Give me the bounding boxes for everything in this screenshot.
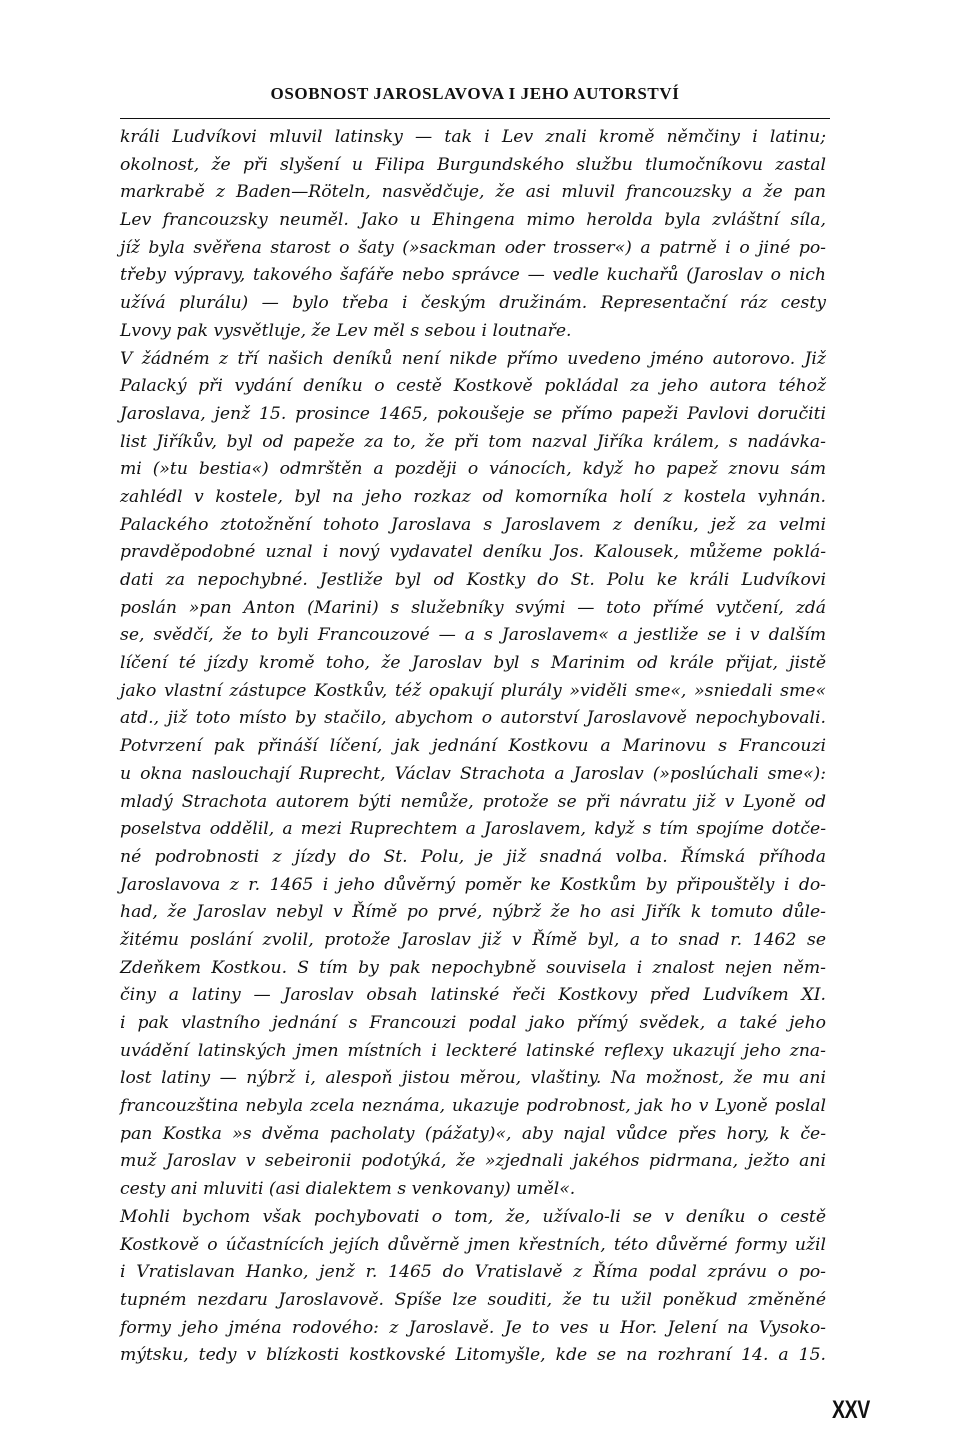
running-head-title: OSOBNOST JAROSLAVOVA I JEHO AUTORSTVÍ bbox=[270, 84, 680, 103]
text-line: jíž byla svěřena starost o šaty (»sackman oder trosser«) a patrně i o jiné po- bbox=[120, 237, 826, 258]
text-line: Mohli bychom však pochybovati o tom, že, užívalo-li se v deníku o cestě bbox=[120, 1206, 826, 1227]
text-line: Jaroslava, jenž 15. prosince 1465, pokoušeje se přímo papeži Pavlovi doručiti bbox=[120, 403, 826, 424]
text-line: atd., již toto místo by stačilo, abychom o autorství Jaroslavově nepochybovali. bbox=[120, 708, 826, 729]
text-line: pravděpodobné uznal i nový vydavatel deníku Jos. Kalousek, můžeme poklá- bbox=[120, 542, 826, 563]
text-line: Lvovy pak vysvětluje, že Lev měl s sebou i loutnaře. bbox=[120, 320, 572, 341]
text-line: francouzština nebyla zcela neznáma, ukazuje podrobnost, jak ho v Lyoně poslal bbox=[120, 1096, 826, 1117]
text-line: pan Kostka »s dvěma pacholaty (pážaty)«, aby najal vůdce přes hory, k če- bbox=[120, 1123, 826, 1144]
text-line: uvádění latinských jmen místních i leckteré latinské reflexy ukazují jeho zna- bbox=[120, 1040, 826, 1061]
text-line: né podrobnosti z jízdy do St. Polu, je již snadná volba. Římská příhoda bbox=[120, 846, 826, 867]
text-line: poselstva oddělil, a mezi Ruprechtem a Jaroslavem, když s tím spojíme dotče- bbox=[120, 819, 826, 840]
text-line: zahlédl v kostele, byl na jeho rozkaz od komorníka holí z kostela vyhnán. bbox=[120, 486, 826, 507]
text-line: Palacký při vydání deníku o cestě Kostkově pokládal za jeho autora téhož bbox=[120, 376, 826, 397]
text-line: cesty ani mluviti (asi dialektem s venkovany) uměl«. bbox=[120, 1179, 576, 1200]
text-line: Jaroslavova z r. 1465 i jeho důvěrný poměr ke Kostkům by připouštěly i do- bbox=[120, 874, 826, 895]
text-line: Zdeňkem Kostkou. S tím by pak nepochybně souvisela i znalost nejen něm- bbox=[120, 957, 826, 978]
text-line: líčení té jízdy kromě toho, že Jaroslav byl s Marinim od krále přijat, jistě bbox=[120, 653, 826, 674]
text-line: Potvrzení pak přináší líčení, jak jednání Kostkovu a Marinovu s Francouzi bbox=[120, 736, 826, 757]
text-line: lost latiny — nýbrž i, alespoň jistou měrou, vlaštiny. Na možnost, že mu ani bbox=[120, 1068, 826, 1089]
text-line: třeby výpravy, takového šafáře nebo správce — vedle kuchařů (Jaroslav o nich bbox=[120, 265, 826, 286]
text-line: jako vlastní zástupce Kostkův, též opakují plurály »viděli sme«, »sniedali sme« bbox=[120, 680, 826, 701]
header-rule bbox=[120, 118, 830, 119]
text-line: činy a latiny — Jaroslav obsah latinské řeči Kostkovy před Ludvíkem XI. bbox=[120, 985, 826, 1006]
text-line: list Jiříkův, byl od papeže za to, že při tom nazval Jiříka králem, s nadávka- bbox=[120, 431, 826, 452]
text-line: okolnost, že při slyšení u Filipa Burgundského službu tlumočníkovu zastal bbox=[120, 154, 826, 175]
text-line: dati za nepochybné. Jestliže byl od Kostky do St. Polu ke králi Ludvíkovi bbox=[120, 570, 826, 590]
paragraph bbox=[120, 124, 826, 346]
text-line: u okna naslouchají Ruprecht, Václav Strachota a Jaroslav (»poslúchali sme«): bbox=[120, 763, 826, 784]
text-line: se, svědčí, že to byli Francouzové — a s Jaroslavem« a jestliže se i v dalším bbox=[120, 625, 826, 646]
text-line: had, že Jaroslav nebyl v Římě po prvé, nýbrž že ho asi Jiřík k tomuto důle- bbox=[120, 902, 826, 923]
text-line: poslán »pan Anton (Marini) s služebníky svými — toto přímé vytčení, zdá bbox=[120, 597, 826, 618]
text-line: mýtsku, tedy v blízkosti kostkovské Litomyšle, kde se na rozhraní 14. a 15. bbox=[120, 1345, 826, 1366]
text-line: mladý Strachota autorem býti nemůže, protože se při návratu již v Lyoně od bbox=[120, 791, 826, 812]
text-line: žitému poslání zvolil, protože Jaroslav již v Římě byl, a to snad r. 1462 se bbox=[120, 929, 826, 950]
page-body bbox=[120, 124, 826, 1370]
text-line: muž Jaroslav v sebeironii podotýká, že »zjednali jakéhos pidrmana, ježto ani bbox=[120, 1151, 826, 1172]
page-number: XXV bbox=[832, 1396, 870, 1424]
text-line: mi (»tu bestia«) odmrštěn a později o vánocích, když ho papež znovu sám bbox=[120, 459, 826, 480]
text-line: i pak vlastního jednání s Francouzi podal jako přímý svědek, a také jeho bbox=[120, 1013, 826, 1033]
text-line: markrabě z Baden—Röteln, nasvědčuje, že asi mluvil francouzsky a že pan bbox=[120, 182, 826, 203]
paragraph bbox=[120, 346, 826, 1204]
text-line: V žádném z tří našich deníků není nikde přímo uvedeno jméno autorovo. Již bbox=[120, 348, 826, 369]
text-line: formy jeho jména rodového: z Jaroslavě. Je to ves u Hor. Jelení na Vysoko- bbox=[120, 1317, 826, 1338]
text-line: i Vratislavan Hanko, jenž r. 1465 do Vratislavě z Říma podal zprávu o po- bbox=[120, 1262, 826, 1283]
paragraph bbox=[120, 1204, 826, 1370]
text-line: Kostkově o účastnících jejích důvěrně jmen křestních, této důvěrné formy užil bbox=[120, 1234, 826, 1255]
text-line: králi Ludvíkovi mluvil latinsky — tak i Lev znali kromě němčiny i latinu; bbox=[120, 127, 826, 147]
text-line: Palackého ztotožnění tohoto Jaroslava s Jaroslavem z deníku, jež za velmi bbox=[120, 514, 826, 535]
text-line: užívá plurálu) — bylo třeba i českým družinám. Representační ráz cesty bbox=[120, 293, 826, 314]
text-line: Lev francouzsky neuměl. Jako u Ehingena mimo herolda byla zvláštní síla, bbox=[120, 210, 826, 231]
text-line: tupném nezdaru Jaroslavově. Spíše lze souditi, že tu užil poněkud změněné bbox=[120, 1289, 826, 1310]
